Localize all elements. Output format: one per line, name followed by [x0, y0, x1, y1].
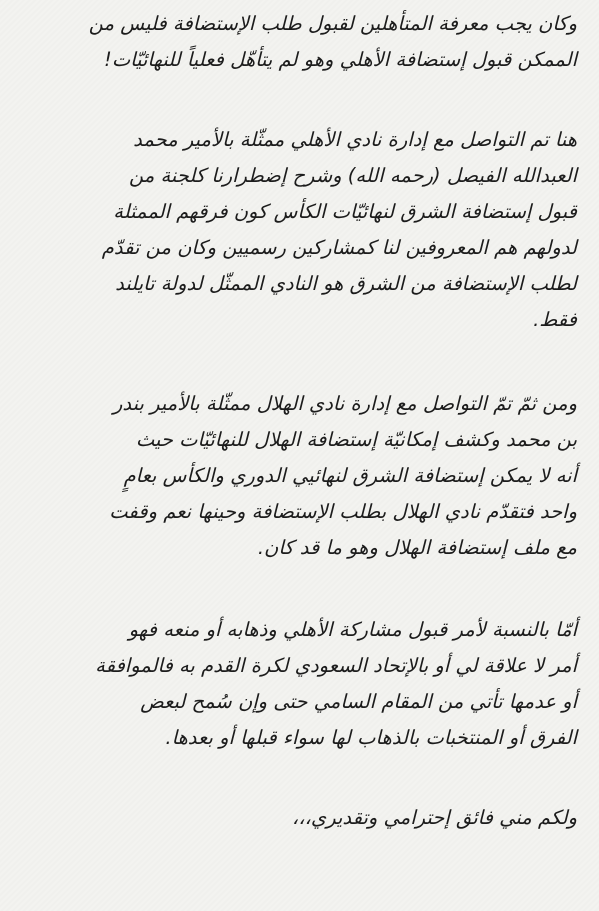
paragraph-ahli-contact: هنا تم التواصل مع إدارة نادي الأهلي ممثّلة بالأمير محمد العبدالله الفيصل (رحمه الله) وشرح إضطرارنا كلجنة من قبول إستضافة الشرق لنهائيّات الكأس كون فرقهم الممثلة لدولهم هم المعروفين لنا كمشاركين رسميين وكان من تقدّم لطلب الإستضافة من الشرق هو النادي الممثّل لدولة تايلند فقط.	[101, 128, 577, 331]
paragraph-participation: أمّا بالنسبة لأمر قبول مشاركة الأهلي وذهابه أو منعه فهو أمر لا علاقة لي أو بالإتحاد السعودي لكرة القدم به فالموافقة أو عدمها تأتي من المقام السامي حتى وإن سُمح لبعض الفرق أو المنتخبات بالذهاب لها سواء قبلها أو بعدها.	[95, 618, 577, 749]
paragraph-qualification: وكان يجب معرفة المتأهلين لقبول طلب الإستضافة فليس من الممكن قبول إستضافة الأهلي وهو لم يتأهّل فعلياً للنهائيّات!	[88, 12, 577, 71]
closing-line: ولكم مني فائق إحترامي وتقديري،،،	[292, 806, 577, 829]
paragraph-hilal-contact: ومن ثمّ تمّ التواصل مع إدارة نادي الهلال ممثّلة بالأمير بندر بن محمد وكشف إمكانيّة إستضافة الهلال للنهائيّات حيث أنه لا يمكن إستضافة الشرق لنهائيي الدوري والكأس بعامٍ واحد فتقدّم نادي الهلال بطلب الإستضافة وحينها نعم وقفت مع ملف إستضافة الهلال وهو ما قد كان.	[109, 392, 577, 559]
